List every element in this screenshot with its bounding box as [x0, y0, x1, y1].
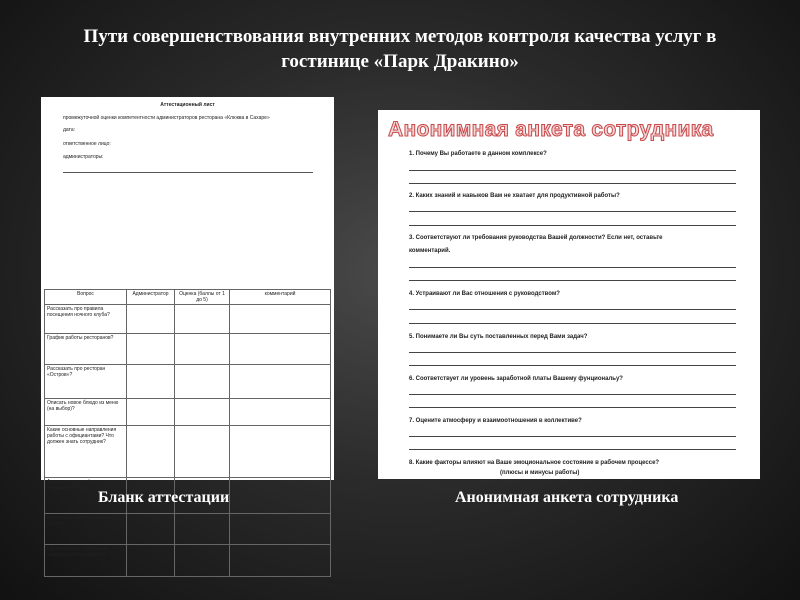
- header-question: Вопрос: [45, 290, 127, 305]
- survey-question-3-cont: комментарий.: [409, 248, 451, 254]
- question-cell: Акции ресторана (день рождения, юбилеи, годовщина)?: [45, 478, 127, 514]
- answer-line[interactable]: [409, 280, 736, 281]
- question-cell: Рассказать про ресторан «Остров»?: [45, 365, 127, 399]
- score-cell[interactable]: [175, 365, 230, 399]
- comment-cell[interactable]: [230, 426, 331, 478]
- comment-cell[interactable]: [230, 545, 331, 577]
- survey-question-8: 8. Какие факторы влияют на Ваше эмоциональное состояние в рабочем процессе?: [409, 460, 660, 466]
- table-row: [45, 305, 331, 334]
- answer-line[interactable]: [409, 211, 736, 212]
- survey-question-4: 4. Устраивают ли Вас отношения с руководством?: [409, 291, 560, 297]
- comment-cell[interactable]: [230, 305, 331, 334]
- comment-cell[interactable]: [230, 334, 331, 365]
- comment-cell[interactable]: [230, 399, 331, 426]
- question-cell: Рассказать про правила посещения ночного клуба?: [45, 305, 127, 334]
- answer-line[interactable]: [409, 309, 736, 310]
- admin-cell[interactable]: [127, 334, 175, 365]
- slide-title-line1: Пути совершенствования внутренних методов контроля качества услуг в: [83, 26, 717, 47]
- admin-cell[interactable]: [127, 305, 175, 334]
- header-comment: комментарий: [230, 290, 331, 305]
- admin-cell[interactable]: [127, 514, 175, 545]
- question-cell: Какие основные направления работы с официантами? Что должен знать сотрудник?: [45, 426, 127, 478]
- admin-cell[interactable]: [127, 365, 175, 399]
- slide-title-line2: гостинице «Парк Дракино»: [281, 51, 519, 72]
- question-cell: График работы ресторанов?: [45, 334, 127, 365]
- question-cell: Как проверить проведение операции по терминалу?: [45, 545, 127, 577]
- survey-question-8-note: (плюсы и минусы работы): [500, 470, 580, 476]
- answer-line[interactable]: [409, 183, 736, 184]
- table-row: [45, 334, 331, 365]
- question-cell: Описать новое блюдо из меню (на выбор)?: [45, 399, 127, 426]
- question-cell: Как осуществляется возврат по кассе?: [45, 514, 127, 545]
- answer-line[interactable]: [409, 407, 736, 408]
- attestation-responsible-label: ответственное лицо:: [63, 141, 111, 147]
- answer-line[interactable]: [409, 449, 736, 450]
- header-admin: Администратор: [127, 290, 175, 305]
- admin-cell[interactable]: [127, 545, 175, 577]
- score-cell[interactable]: [175, 399, 230, 426]
- attestation-intro: промежуточной оценки компетентности администраторов ресторана «Клюква в Сахаре»: [63, 115, 270, 121]
- admin-cell[interactable]: [127, 426, 175, 478]
- comment-cell[interactable]: [230, 514, 331, 545]
- table-row: [45, 545, 331, 577]
- answer-line[interactable]: [409, 436, 736, 437]
- attestation-table: [44, 289, 331, 577]
- survey-question-3: 3. Соответствуют ли требования руководства Вашей должности? Если нет, оставьте: [409, 235, 663, 241]
- answer-line[interactable]: [409, 170, 736, 171]
- table-row: [45, 426, 331, 478]
- survey-title: Анонимная анкета сотрудника: [388, 118, 714, 141]
- header-score: Оценка (баллы от 1 до 5): [175, 290, 230, 305]
- answer-line[interactable]: [409, 267, 736, 268]
- slide-title: [40, 24, 760, 74]
- survey-question-5: 5. Понимаете ли Вы суть поставленных перед Вами задач?: [409, 334, 588, 340]
- table-row: [45, 514, 331, 545]
- survey-question-6: 6. Соответствует ли уровень заработной платы Вашему фунциональу?: [409, 376, 623, 382]
- attestation-admins-label: администраторы:: [63, 154, 104, 160]
- survey-question-7: 7. Оцените атмосферу и взаимоотношения в коллективе?: [409, 418, 582, 424]
- answer-line[interactable]: [409, 365, 736, 366]
- attestation-title: Аттестационный лист: [160, 102, 215, 108]
- comment-cell[interactable]: [230, 365, 331, 399]
- comment-cell[interactable]: [230, 478, 331, 514]
- score-cell[interactable]: [175, 334, 230, 365]
- survey-question-1: 1. Почему Вы работаете в данном комплексе?: [409, 151, 547, 157]
- caption-survey: Анонимная анкета сотрудника: [455, 489, 679, 506]
- score-cell[interactable]: [175, 545, 230, 577]
- attestation-date-label: дата:: [63, 127, 75, 133]
- score-cell[interactable]: [175, 514, 230, 545]
- admin-cell[interactable]: [127, 399, 175, 426]
- answer-line[interactable]: [409, 323, 736, 324]
- survey-question-2: 2. Каких знаний и навыков Вам не хватает для продуктивной работы?: [409, 193, 620, 199]
- caption-attestation: Бланк аттестации: [98, 489, 230, 506]
- attestation-signature-line: [63, 172, 313, 173]
- survey-sheet: [378, 110, 760, 479]
- score-cell[interactable]: [175, 305, 230, 334]
- table-row: [45, 365, 331, 399]
- answer-line[interactable]: [409, 394, 736, 395]
- answer-line[interactable]: [409, 225, 736, 226]
- answer-line[interactable]: [409, 352, 736, 353]
- score-cell[interactable]: [175, 426, 230, 478]
- table-row: [45, 399, 331, 426]
